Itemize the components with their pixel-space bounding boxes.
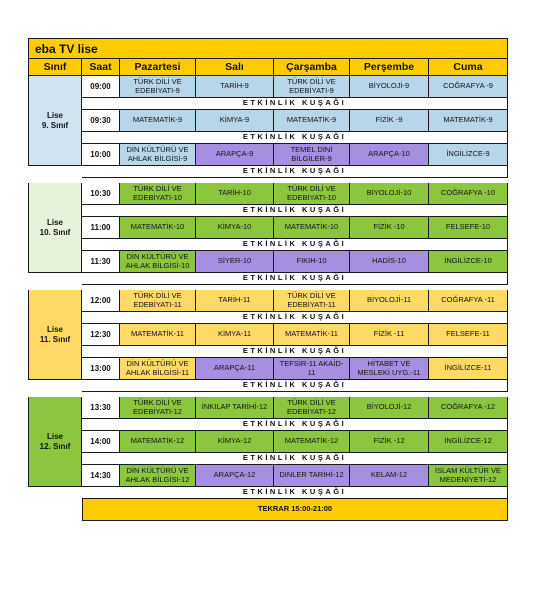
lesson-cell: MATEMATİK-10 [274,217,350,239]
time-slot: 11:00 [82,217,120,239]
lesson-cell: İNGİLİZCE-11 [429,358,508,380]
time-slot: 10:00 [82,144,120,166]
time-slot: 11:30 [82,251,120,273]
lesson-cell: İNGİLİZCE-12 [429,431,508,453]
time-slot: 09:00 [82,76,120,98]
repeat-footer: TEKRAR 15:00-21:00 [82,499,508,521]
grade-label: Lise 11. Sınıf [28,290,82,380]
lesson-cell: MATEMATİK-9 [429,110,508,132]
lesson-cell: DİNLER TARİHİ-12 [274,465,350,487]
lesson-cell: FİZİK -12 [350,431,429,453]
header-thursday: Perşembe [350,59,429,76]
lesson-cell: TARİH-10 [196,183,274,205]
time-slot: 13:30 [82,397,120,419]
lesson-cell: FİZİK -11 [350,324,429,346]
lesson-cell: TÜRK DİLİ VE EDEBİYATI-12 [120,397,196,419]
lesson-cell: BİYOLOJİ-11 [350,290,429,312]
lesson-cell: TÜRK DİLİ VE EDEBİYATI-11 [120,290,196,312]
activity-break-row: ETKİNLİK KUŞAĞI [82,312,508,324]
header-sinif: Sınıf [28,59,82,76]
lesson-cell: KİMYA-10 [196,217,274,239]
lesson-cell: ARAPÇA-9 [196,144,274,166]
lesson-cell: MATEMATİK-12 [274,431,350,453]
activity-break-row: ETKİNLİK KUŞAĞI [82,205,508,217]
lesson-cell: MATEMATİK-9 [120,110,196,132]
lesson-cell: MATEMATİK-12 [120,431,196,453]
lesson-cell: MATEMATİK-10 [120,217,196,239]
lesson-cell: MATEMATİK-11 [120,324,196,346]
header-saat: Saat [82,59,120,76]
lesson-cell: DİN KÜLTÜRÜ VE AHLAK BİLGİSİ-12 [120,465,196,487]
lesson-cell: ARAPÇA-10 [350,144,429,166]
lesson-cell: MATEMATİK-11 [274,324,350,346]
lesson-cell: KİMYA-12 [196,431,274,453]
lesson-cell: DİN KÜLTÜRÜ VE AHLAK BİLGİSİ-9 [120,144,196,166]
lesson-cell: COĞRAFYA -10 [429,183,508,205]
lesson-cell: BİYOLOJİ-12 [350,397,429,419]
lesson-cell: İNKILAP TARİHİ-12 [196,397,274,419]
lesson-cell: SİYER-10 [196,251,274,273]
activity-break-row: ETKİNLİK KUŞAĞI [82,453,508,465]
lesson-cell: FİZİK -9 [350,110,429,132]
lesson-cell: TEMEL DİNİ BİLGİLER-9 [274,144,350,166]
schedule-table [28,38,508,566]
activity-break-row: ETKİNLİK KUŞAĞI [82,132,508,144]
lesson-cell: İNGİLİZCE-10 [429,251,508,273]
lesson-cell: TÜRK DİLİ VE EDEBİYATI-12 [274,397,350,419]
activity-break-row: ETKİNLİK KUŞAĞI [82,346,508,358]
lesson-cell: HİTABET VE MESLEKİ UYG.-11 [350,358,429,380]
lesson-cell: FIKIH-10 [274,251,350,273]
grade-label: Lise 9. Sınıf [28,76,82,166]
activity-break-row: ETKİNLİK KUŞAĞI [82,273,508,285]
lesson-cell: ARAPÇA-11 [196,358,274,380]
header-tuesday: Salı [196,59,274,76]
time-slot: 14:00 [82,431,120,453]
lesson-cell: DİN KÜLTÜRÜ VE AHLAK BİLGİSİ-11 [120,358,196,380]
activity-break-row: ETKİNLİK KUŞAĞI [82,166,508,178]
time-slot: 13:00 [82,358,120,380]
lesson-cell: FELSEFE-11 [429,324,508,346]
grade-label: Lise 12. Sınıf [28,397,82,487]
lesson-cell: MATEMATİK-9 [274,110,350,132]
lesson-cell: TÜRK DİLİ VE EDEBİYATI-10 [274,183,350,205]
time-slot: 14:30 [82,465,120,487]
time-slot: 10:30 [82,183,120,205]
lesson-cell: TÜRK DİLİ VE EDEBİYATI-9 [120,76,196,98]
activity-break-row: ETKİNLİK KUŞAĞI [82,487,508,499]
lesson-cell: BİYOLOJİ-10 [350,183,429,205]
lesson-cell: HADİS-10 [350,251,429,273]
lesson-cell: COĞRAFYA -9 [429,76,508,98]
lesson-cell: KİMYA-9 [196,110,274,132]
lesson-cell: ARAPÇA-12 [196,465,274,487]
activity-break-row: ETKİNLİK KUŞAĞI [82,419,508,431]
lesson-cell: BİYOLOJİ-9 [350,76,429,98]
activity-break-row: ETKİNLİK KUŞAĞI [82,239,508,251]
lesson-cell: COĞRAFYA -12 [429,397,508,419]
lesson-cell: KİMYA-11 [196,324,274,346]
lesson-cell: İSLAM KÜLTÜR VE MEDENİYETİ-12 [429,465,508,487]
lesson-cell: COĞRAFYA -11 [429,290,508,312]
header-wednesday: Çarşamba [274,59,350,76]
header-monday: Pazartesi [120,59,196,76]
lesson-cell: KELAM-12 [350,465,429,487]
lesson-cell: FELSEFE-10 [429,217,508,239]
page-title: eba TV lise [28,38,508,59]
lesson-cell: TEFSİR-11 AKAİD-11 [274,358,350,380]
lesson-cell: TARİH-9 [196,76,274,98]
time-slot: 12:00 [82,290,120,312]
activity-break-row: ETKİNLİK KUŞAĞI [82,380,508,392]
lesson-cell: FİZİK -10 [350,217,429,239]
lesson-cell: İNGİLİZCE-9 [429,144,508,166]
lesson-cell: TÜRK DİLİ VE EDEBİYATI-10 [120,183,196,205]
grade-label: Lise 10. Sınıf [28,183,82,273]
lesson-cell: TÜRK DİLİ VE EDEBİYATI-9 [274,76,350,98]
activity-break-row: ETKİNLİK KUŞAĞI [82,98,508,110]
time-slot: 12:30 [82,324,120,346]
header-friday: Cuma [429,59,508,76]
lesson-cell: TÜRK DİLİ VE EDEBİYATI-11 [274,290,350,312]
lesson-cell: TARİH-11 [196,290,274,312]
time-slot: 09:30 [82,110,120,132]
lesson-cell: DİN KÜLTÜRÜ VE AHLAK BİLGİSİ-10 [120,251,196,273]
